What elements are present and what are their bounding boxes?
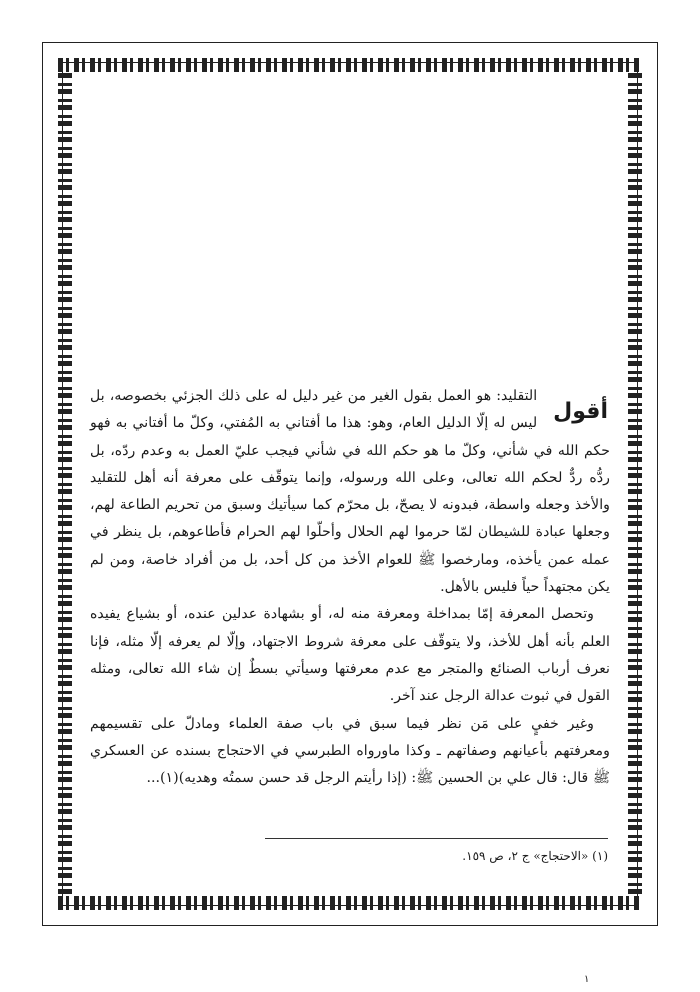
section-heading: أقول	[553, 399, 608, 424]
paragraph-1: التقليد: هو العمل بقول الغير من غير دليل له على ذلك الجزئي بخصوصه، بل ليس له إلّا الدليل العام، وهو: هذا ما أفتاني به المُفتي، وكلّ ما أفتاني به فهو حكم الله في شأني، وكلّ ما هو حكم الله في شأني فيجب عليّ العمل به وعدم ردّه، بل ردُّه ردٌّ لحكم الله تعالى، وعلى الله ورسوله، وإنما يتوقّف على معرفة أنه أهل للتقليد والأخذ وجعله واسطة، فبدونه لا يصحّ، بل محرّم كما سيأتيك وسبق من تحريم الطاعة لهم، وجعلها عبادة للشيطان لمّا حرموا لهم الحلال وأحلّوا لهم الحرام فأطاعوهم، بل ينظر في عمله عمن يأخذه، ومارخصوا ﷺ للعوام الأخذ من كل أحد، بل من أفراد خاصة، ومن لم يكن مجتهداً حياً فليس بالأهل.	[90, 388, 610, 596]
footnote: (١) «الاحتجاج» ج ٢، ص ١٥٩.	[462, 849, 608, 863]
paragraph-2: وتحصل المعرفة إمّا بمداخلة ومعرفة منه له، أو بشهادة عدلين عنده، أو بشياع يفيده العلم بأنه أهل للأخذ، ولا يتوقّف على معرفة شروط الاجتهاد، وإلّا لم يعرفه إلّا مثله، فإنا نعرف أرباب الصنائع والمتجر مع عدم معرفتها وسيأتي بسطٌ إن شاء الله تعالى، ومثله القول في ثبوت عدالة الرجل عند آخر.	[90, 606, 610, 705]
page-number: ١	[584, 974, 590, 985]
main-text	[90, 383, 610, 792]
footnote-divider	[265, 838, 608, 839]
paragraph-3: وغير خفيٍ على مَن نظر فيما سبق في باب صفة العلماء ومادلّ على تقسيمهم ومعرفتهم بأعيانهم وصفاتهم ـ وكذا ماورواه الطبرسي في الاحتجاج بسنده عن العسكري ﷺ قال: قال علي بن الحسين ﷺ: (إذا رأيتم الرجل قد حسن سمتُه وهديه)(١)...	[90, 715, 610, 787]
